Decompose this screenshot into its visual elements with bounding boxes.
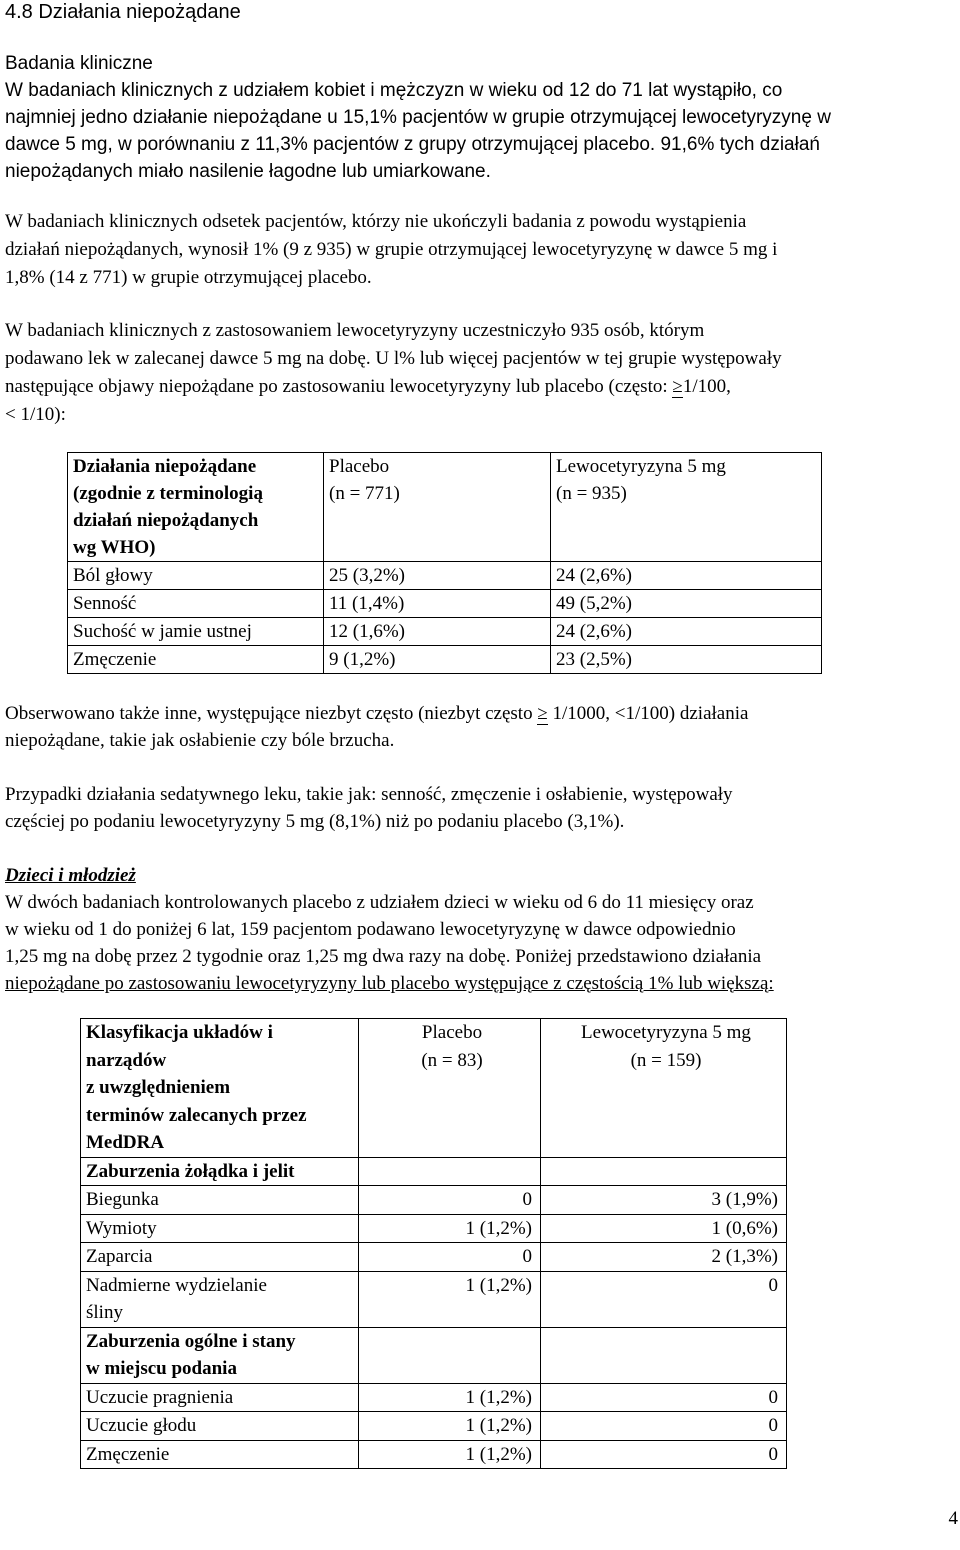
text-line: w wieku od 1 do poniżej 6 lat, 159 pacjentom podawano lewocetyryzynę w dawce odpowiednio	[5, 919, 736, 940]
table-row	[68, 618, 822, 646]
table-cell: Senność	[68, 590, 324, 618]
table-cell: 24 (2,6%)	[551, 618, 822, 646]
header-line: (n = 935)	[556, 483, 627, 504]
text-line: 1,25 mg na dobę przez 2 tygodnie oraz 1,25 mg dwa razy na dobę. Poniżej przedstawiono działania	[5, 946, 762, 967]
table-cell: Zmęczenie	[68, 646, 324, 674]
children-paragraph	[5, 862, 955, 997]
text-segment: Obserwowano także inne, występujące niezbyt często (niezbyt często	[5, 703, 538, 724]
page-number: 4	[948, 1508, 958, 1529]
table-cell: 1 (1,2%)	[359, 1383, 541, 1412]
table-row	[81, 1412, 787, 1441]
geq-symbol: ≥	[672, 376, 683, 397]
header-line: Placebo	[421, 1022, 483, 1043]
table-row	[68, 562, 822, 590]
table-cell: 1 (1,2%)	[359, 1440, 541, 1469]
cell-line: w miejscu podania	[86, 1358, 237, 1379]
text-line: W badaniach klinicznych z udziałem kobiet i mężczyzn w wieku od 12 do 71 lat wystąpiło, co	[5, 80, 783, 101]
table-cell	[541, 1327, 787, 1383]
pediatric-adverse-effects-table	[80, 1018, 787, 1469]
text-line: W dwóch badaniach kontrolowanych placebo z udziałem dzieci w wieku od 6 do 11 miesięcy oraz	[5, 892, 754, 913]
table-cell: Ból głowy	[68, 562, 324, 590]
table-cell: 25 (3,2%)	[324, 562, 551, 590]
header-line: wg WHO)	[73, 537, 156, 558]
table-cell	[541, 1157, 787, 1186]
table-group-row	[81, 1327, 787, 1383]
table-cell: Uczucie pragnienia	[81, 1383, 359, 1412]
header-line: Klasyfikacja układów i	[86, 1022, 273, 1043]
table-cell: 1 (1,2%)	[359, 1271, 541, 1327]
text-line: niepożądane po zastosowaniu lewocetyryzyny lub placebo występujące z częstością 1% lub większą:	[5, 973, 774, 994]
text-line: W badaniach klinicznych z zastosowaniem lewocetyryzyny uczestniczyło 935 osób, którym	[5, 320, 705, 341]
clinical-trials-heading: Badania kliniczne	[5, 53, 153, 74]
text-line: dawce 5 mg, w porównaniu z 11,3% pacjentów z grupy otrzymującej placebo. 91,6% tych działań	[5, 134, 820, 155]
text-segment: 1/1000, <1/100) działania	[547, 703, 749, 724]
text-line: niepożądanych miało nasilenie łagodne lub umiarkowane.	[5, 161, 491, 182]
table-row	[68, 590, 822, 618]
table-cell	[359, 1157, 541, 1186]
table-header-cell	[68, 453, 324, 562]
text-line: częściej po podaniu lewocetyryzyny 5 mg (8,1%) niż po podaniu placebo (3,1%).	[5, 811, 625, 832]
table-cell: 24 (2,6%)	[551, 562, 822, 590]
table-header-row	[68, 453, 822, 562]
table-cell: 11 (1,4%)	[324, 590, 551, 618]
table-row	[81, 1186, 787, 1215]
adult-adverse-effects-table	[67, 452, 822, 674]
clinical-trials-paragraph	[5, 50, 955, 185]
table-cell: Wymioty	[81, 1214, 359, 1243]
cell-line: śliny	[86, 1302, 123, 1323]
text-segment: następujące objawy niepożądane po zastosowaniu lewocetyryzyny lub placebo (często:	[5, 376, 673, 397]
text-line: 1,8% (14 z 771) w grupie otrzymującej placebo.	[5, 267, 372, 288]
children-heading: Dzieci i młodzież	[5, 865, 136, 886]
cell-line: Zaburzenia ogólne i stany	[86, 1330, 296, 1352]
table-row	[81, 1214, 787, 1243]
text-line: najmniej jedno działanie niepożądane u 15,1% pacjentów w grupie otrzymującej lewocetyryzynę w	[5, 107, 831, 128]
header-line: terminów zalecanych przez	[86, 1104, 307, 1126]
table-cell: Suchość w jamie ustnej	[68, 618, 324, 646]
table-cell: 1 (1,2%)	[359, 1214, 541, 1243]
table-cell: Zaparcia	[81, 1243, 359, 1272]
table-cell	[359, 1327, 541, 1383]
header-line: (n = 771)	[329, 483, 400, 504]
adverse-effects-intro-paragraph	[5, 317, 955, 429]
table-cell: 49 (5,2%)	[551, 590, 822, 618]
text-line	[5, 373, 955, 401]
table-header-cell	[324, 453, 551, 562]
header-line: działań niepożądanych	[73, 510, 259, 531]
table-cell: 0	[359, 1186, 541, 1215]
table-header-row	[81, 1019, 787, 1158]
header-line: Lewocetyryzyna 5 mg	[556, 456, 726, 477]
table-row	[81, 1440, 787, 1469]
table-cell: 0	[359, 1243, 541, 1272]
table-cell: 2 (1,3%)	[541, 1243, 787, 1272]
header-line: Działania niepożądane	[73, 456, 257, 477]
header-line: (n = 159)	[630, 1049, 702, 1071]
group-title-cell: Zaburzenia żołądka i jelit	[81, 1157, 359, 1186]
table-header-cell	[81, 1019, 359, 1158]
table-cell: Uczucie głodu	[81, 1412, 359, 1441]
cell-line: Nadmierne wydzielanie	[86, 1274, 267, 1296]
header-line: narządów	[86, 1049, 167, 1071]
table-cell: 0	[541, 1412, 787, 1441]
table-group-row	[81, 1157, 787, 1186]
table-cell	[81, 1271, 359, 1327]
table-cell: 0	[541, 1440, 787, 1469]
table-cell: Biegunka	[81, 1186, 359, 1215]
table-header-cell	[541, 1019, 787, 1158]
table-cell: 0	[541, 1383, 787, 1412]
text-line: Przypadki działania sedatywnego leku, takie jak: senność, zmęczenie i osłabienie, występowały	[5, 784, 733, 805]
header-line: MedDRA	[86, 1132, 165, 1153]
header-line: Placebo	[329, 456, 390, 477]
header-line: (zgodnie z terminologią	[73, 483, 263, 504]
text-line: < 1/10):	[5, 404, 66, 425]
table-cell: 3 (1,9%)	[541, 1186, 787, 1215]
text-line: podawano lek w zalecanej dawce 5 mg na dobę. U l% lub więcej pacjentów w tej grupie występowały	[5, 348, 782, 369]
table-header-cell	[359, 1019, 541, 1158]
text-line: W badaniach klinicznych odsetek pacjentów, którzy nie ukończyli badania z powodu wystąpienia	[5, 211, 747, 232]
geq-symbol: ≥	[537, 703, 548, 724]
table-cell: 12 (1,6%)	[324, 618, 551, 646]
header-line: z uwzględnieniem	[86, 1077, 231, 1098]
text-segment: 1/100,	[682, 376, 731, 397]
uncommon-effects-paragraph	[5, 700, 955, 754]
text-line	[5, 700, 955, 727]
table-cell: 23 (2,5%)	[551, 646, 822, 674]
table-row	[81, 1383, 787, 1412]
table-header-cell	[551, 453, 822, 562]
header-line: (n = 83)	[421, 1049, 483, 1071]
text-line: niepożądane, takie jak osłabienie czy bóle brzucha.	[5, 730, 395, 751]
sedation-paragraph	[5, 781, 955, 835]
table-cell: Zmęczenie	[81, 1440, 359, 1469]
section-heading: 4.8 Działania niepożądane	[5, 1, 241, 23]
table-cell: 1 (0,6%)	[541, 1214, 787, 1243]
table-cell: 9 (1,2%)	[324, 646, 551, 674]
table-cell: 1 (1,2%)	[359, 1412, 541, 1441]
header-line: Lewocetyryzyna 5 mg	[581, 1022, 751, 1043]
table-row	[68, 646, 822, 674]
text-line: działań niepożądanych, wynosił 1% (9 z 935) w grupie otrzymującej lewocetyryzynę w dawce 5 mg i	[5, 239, 778, 260]
discontinuation-paragraph	[5, 208, 955, 292]
table-row	[81, 1243, 787, 1272]
table-row	[81, 1271, 787, 1327]
table-cell: 0	[541, 1271, 787, 1327]
group-title-cell	[81, 1327, 359, 1383]
